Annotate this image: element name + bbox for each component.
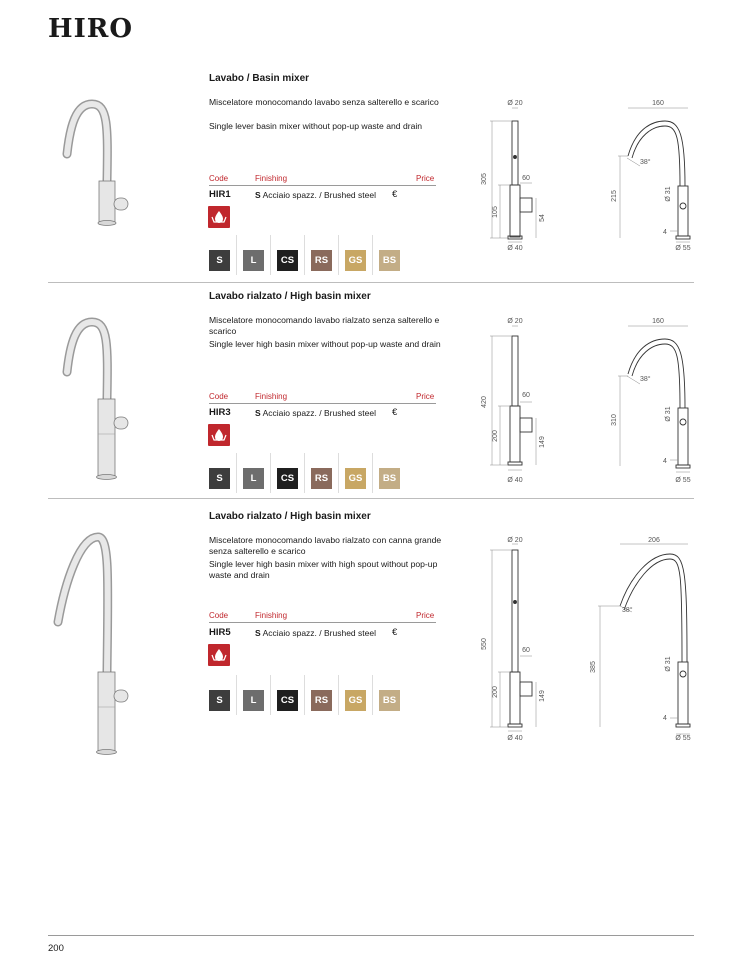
- code-header: Code: [209, 392, 229, 401]
- finish-chip-bs[interactable]: BS: [379, 250, 400, 271]
- product-title: Lavabo / Basin mixer: [209, 73, 310, 84]
- dim-gap: 4: [663, 715, 667, 722]
- dim-lever: 60: [522, 647, 530, 654]
- finish-chip-gs[interactable]: GS: [345, 468, 366, 489]
- dim-top-diameter: Ø 20: [507, 100, 523, 107]
- table-divider: [209, 622, 436, 623]
- dim-lever-height: 54: [539, 214, 546, 222]
- finishing-value: S Acciaio spazz. / Brushed steel: [255, 408, 376, 418]
- water-saving-icon: [208, 424, 230, 446]
- chip-divider: [304, 453, 305, 493]
- dim-body-diameter: Ø 31: [665, 406, 672, 422]
- dim-body-diameter: Ø 31: [665, 656, 672, 672]
- finish-chip-gs[interactable]: GS: [345, 690, 366, 711]
- dim-foot-diameter: Ø 55: [675, 735, 691, 742]
- price-header: Price: [416, 174, 435, 183]
- side-view-drawing: [600, 66, 700, 251]
- section-divider: [48, 498, 694, 499]
- dim-spout-height: 385: [590, 661, 597, 673]
- dim-height: 305: [481, 173, 488, 185]
- chip-divider: [236, 675, 237, 715]
- dim-angle: 38°: [640, 376, 651, 383]
- footer-divider: [48, 935, 694, 936]
- finish-chip-gs[interactable]: GS: [345, 250, 366, 271]
- dim-reach: 160: [652, 318, 664, 325]
- finish-chip-s[interactable]: S: [209, 250, 230, 271]
- product-code: HIR5: [209, 627, 231, 638]
- price-value: €: [392, 189, 398, 200]
- finishing-value: S Acciaio spazz. / Brushed steel: [255, 190, 376, 200]
- dim-foot-diameter: Ø 55: [675, 245, 691, 251]
- chip-divider: [304, 235, 305, 275]
- chip-divider: [372, 235, 373, 275]
- finish-chip-l[interactable]: L: [243, 690, 264, 711]
- dim-reach: 160: [652, 100, 664, 107]
- chip-divider: [338, 235, 339, 275]
- dim-angle: 38°: [622, 607, 633, 614]
- finishing-header: Finishing: [255, 174, 288, 183]
- dim-base-height: 105: [492, 206, 499, 218]
- dim-gap: 4: [663, 229, 667, 236]
- dim-reach: 206: [648, 537, 660, 544]
- product-code: HIR1: [209, 189, 231, 200]
- chip-divider: [236, 235, 237, 275]
- dim-base-height: 200: [492, 430, 499, 442]
- finish-chip-rs[interactable]: RS: [311, 468, 332, 489]
- section-divider: [48, 282, 694, 283]
- dim-height: 420: [481, 396, 488, 408]
- chip-divider: [338, 453, 339, 493]
- finishing-value: S Acciaio spazz. / Brushed steel: [255, 628, 376, 638]
- front-view-drawing: [470, 502, 560, 752]
- dim-base-diameter: Ø 40: [507, 477, 523, 484]
- finish-chip-rs[interactable]: RS: [311, 250, 332, 271]
- finish-chip-s[interactable]: S: [209, 468, 230, 489]
- dim-gap: 4: [663, 458, 667, 465]
- chip-divider: [372, 453, 373, 493]
- faucet-image: [40, 284, 190, 484]
- water-saving-icon: [208, 206, 230, 228]
- dim-base-diameter: Ø 40: [507, 735, 523, 742]
- chip-divider: [304, 675, 305, 715]
- dim-lever: 60: [522, 175, 530, 182]
- table-divider: [209, 403, 436, 404]
- water-saving-icon: [208, 644, 230, 666]
- dim-lever-height: 149: [539, 436, 546, 448]
- dim-top-diameter: Ø 20: [507, 318, 523, 325]
- chip-divider: [270, 675, 271, 715]
- page-number: 200: [48, 943, 64, 954]
- dim-top-diameter: Ø 20: [507, 537, 523, 544]
- side-view-drawing: [600, 284, 700, 494]
- product-section-hir5: [0, 502, 742, 762]
- dim-lever-height: 149: [539, 690, 546, 702]
- side-view-drawing: [590, 502, 700, 752]
- description-italian: Miscelatore monocomando lavabo rialzato senza salterello e scarico: [209, 315, 440, 336]
- product-section-hir1: [0, 66, 742, 283]
- finish-chip-cs[interactable]: CS: [277, 250, 298, 271]
- chip-divider: [270, 235, 271, 275]
- chip-divider: [372, 675, 373, 715]
- finish-chip-bs[interactable]: BS: [379, 468, 400, 489]
- front-view-drawing: [470, 284, 560, 494]
- finish-chip-s[interactable]: S: [209, 690, 230, 711]
- front-view-drawing: [470, 66, 560, 251]
- description-italian: Miscelatore monocomando lavabo senza salterello e scarico: [209, 97, 439, 107]
- description-english: Single lever basin mixer without pop-up waste and drain: [209, 121, 423, 131]
- dim-lever: 60: [522, 392, 530, 399]
- description-english: Single lever high basin mixer with high spout without pop-up waste and drain: [209, 559, 438, 580]
- dim-base-height: 200: [492, 686, 499, 698]
- finishing-header: Finishing: [255, 392, 288, 401]
- chip-divider: [338, 675, 339, 715]
- product-title: Lavabo rialzato / High basin mixer: [209, 291, 371, 302]
- dim-base-diameter: Ø 40: [507, 245, 523, 251]
- price-value: €: [392, 627, 398, 638]
- price-header: Price: [416, 392, 435, 401]
- code-header: Code: [209, 174, 229, 183]
- faucet-image: [40, 502, 190, 762]
- code-header: Code: [209, 611, 229, 620]
- finish-chip-l[interactable]: L: [243, 250, 264, 271]
- dim-spout-height: 215: [611, 190, 618, 202]
- dim-angle: 38°: [640, 159, 651, 166]
- chip-divider: [270, 453, 271, 493]
- dim-spout-height: 310: [611, 414, 618, 426]
- dim-body-diameter: Ø 31: [665, 186, 672, 202]
- dim-foot-diameter: Ø 55: [675, 477, 691, 484]
- dim-height: 550: [481, 638, 488, 650]
- faucet-image: [40, 66, 190, 236]
- price-value: €: [392, 407, 398, 418]
- finish-chip-cs[interactable]: CS: [277, 690, 298, 711]
- table-divider: [209, 185, 436, 186]
- brand-title: HIRO: [48, 14, 133, 44]
- finish-chip-bs[interactable]: BS: [379, 690, 400, 711]
- description-italian: Miscelatore monocomando lavabo rialzato con canna grande senza salterello e scarico: [209, 535, 442, 556]
- chip-divider: [236, 453, 237, 493]
- finish-chip-rs[interactable]: RS: [311, 690, 332, 711]
- product-section-hir3: [0, 284, 742, 501]
- product-title: Lavabo rialzato / High basin mixer: [209, 511, 371, 522]
- description-english: Single lever high basin mixer without pop-up waste and drain: [209, 339, 441, 349]
- price-header: Price: [416, 611, 435, 620]
- product-code: HIR3: [209, 407, 231, 418]
- finish-chip-cs[interactable]: CS: [277, 468, 298, 489]
- finishing-header: Finishing: [255, 611, 288, 620]
- finish-chip-l[interactable]: L: [243, 468, 264, 489]
